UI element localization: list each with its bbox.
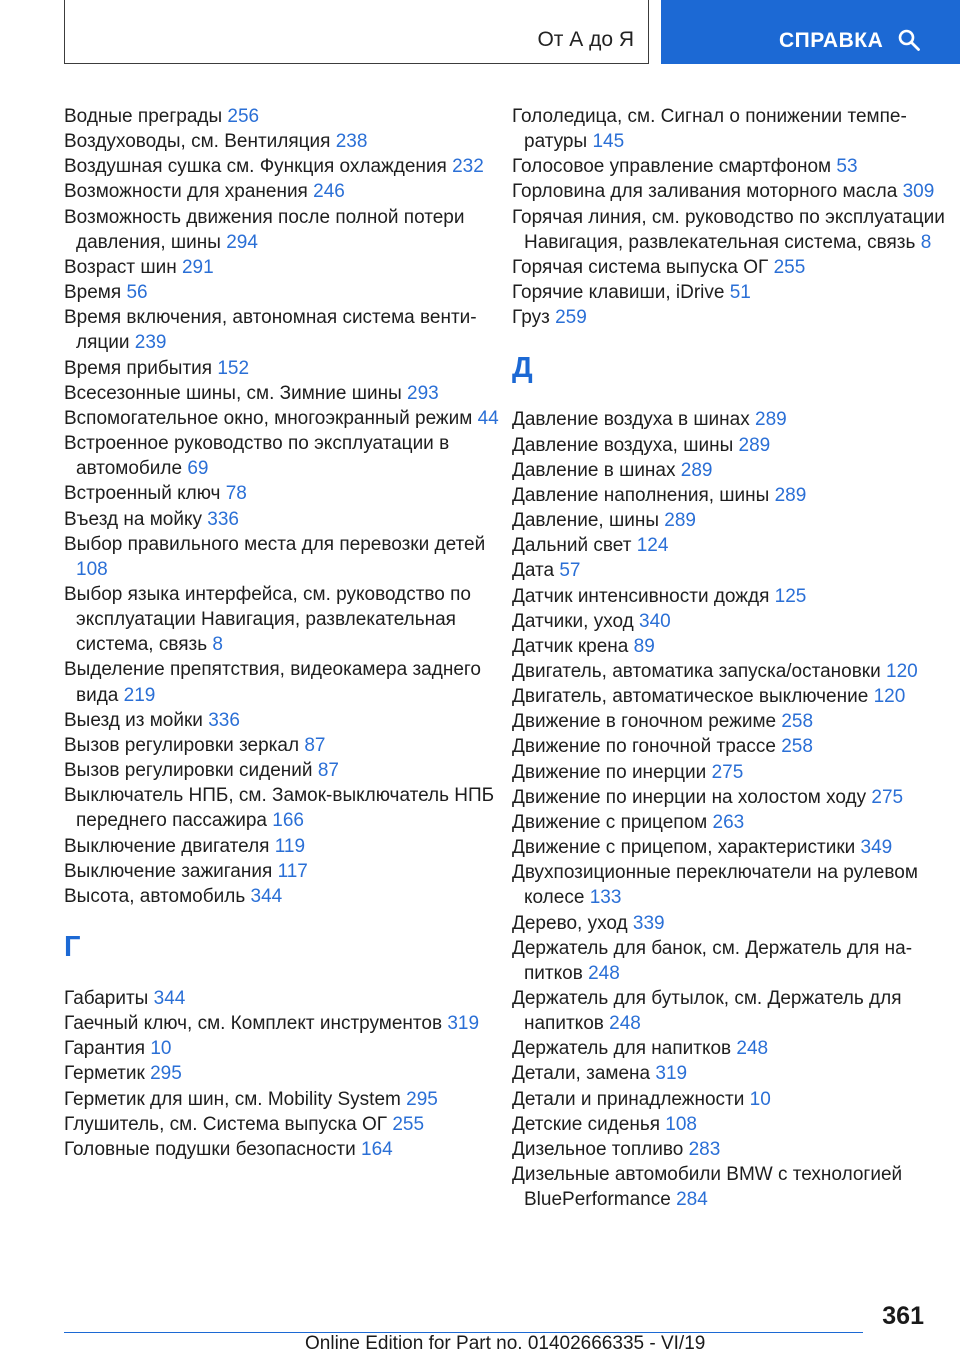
index-entry	[64, 859, 504, 884]
index-entry	[512, 508, 952, 533]
index-entry-text: Детские сиденья	[512, 1113, 661, 1135]
index-entry-page-link[interactable]: 263	[712, 811, 745, 833]
index-entry	[512, 1162, 952, 1212]
index-entry	[64, 582, 504, 657]
index-entry-text: Горячая система выпуска ОГ	[512, 256, 769, 278]
index-entry-page-link[interactable]: 120	[886, 660, 918, 682]
index-entry-text: Движение с прицепом	[512, 811, 708, 833]
index-entry-text: Возможность движения после полной потери давления, шины	[64, 206, 465, 253]
index-entry	[512, 936, 952, 986]
index-entry-text: Время включения, автономная система вентиляции	[64, 307, 477, 354]
index-entry-page-link[interactable]: 295	[150, 1063, 182, 1085]
index-entry-text: Двигатель, автоматика запуска/остановки	[512, 660, 881, 682]
index-entry-page-link[interactable]: 258	[781, 736, 813, 758]
index-entry-page-link[interactable]: 291	[181, 256, 214, 278]
index-entry	[64, 255, 504, 280]
index-entry-text: Гарантия	[64, 1038, 146, 1060]
index-entry-page-link[interactable]: 294	[226, 231, 258, 253]
index-entry	[512, 785, 952, 810]
index-entry-page-link[interactable]: 124	[636, 535, 669, 557]
index-entry-page-link[interactable]: 275	[871, 786, 904, 808]
index-entry-page-link[interactable]: 344	[250, 885, 283, 907]
index-entry-page-link[interactable]: 309	[902, 181, 935, 203]
index-entry-page-link[interactable]: 340	[639, 610, 671, 632]
index-entry-page-link[interactable]: 117	[277, 860, 308, 882]
index-entry	[512, 305, 952, 330]
index-entry-text: Дальний свет	[512, 535, 632, 557]
index-entry	[512, 760, 952, 785]
header-tab-reference[interactable]	[661, 0, 960, 64]
index-entry-text: Воздуховоды, см. Вентиляция	[64, 131, 331, 153]
index-entry-page-link[interactable]: 344	[153, 988, 186, 1009]
index-entry	[64, 1112, 504, 1137]
index-entry-page-link[interactable]: 8	[212, 634, 223, 656]
index-entry-page-link[interactable]: 108	[665, 1113, 697, 1135]
index-entry	[64, 1087, 504, 1112]
header-tab-a-to-z[interactable]	[64, 0, 649, 64]
index-entry-page-link[interactable]: 293	[407, 382, 439, 404]
index-entry-text: Вспомогательное окно, многоэкранный режим	[64, 407, 473, 429]
index-entry	[512, 154, 952, 179]
index-entry-page-link[interactable]: 87	[317, 760, 339, 782]
index-entry	[64, 356, 504, 381]
index-entry-page-link[interactable]: 8	[920, 231, 932, 253]
index-entry-page-link[interactable]: 69	[187, 458, 209, 480]
index-entry-page-link[interactable]: 57	[559, 560, 581, 582]
index-entry-page-link[interactable]: 319	[655, 1063, 688, 1085]
index-entry	[512, 255, 952, 280]
index-entry-page-link[interactable]: 259	[555, 307, 587, 329]
index-entry	[512, 911, 952, 936]
index-entry-text: Двигатель, автоматическое выключение	[512, 686, 869, 708]
index-entry-page-link[interactable]: 133	[589, 887, 622, 909]
index-entry-text: Дизельное топливо	[512, 1138, 684, 1160]
index-entry	[512, 734, 952, 759]
search-icon[interactable]	[897, 28, 921, 52]
index-entry-page-link[interactable]: 248	[588, 962, 620, 984]
index-entry-text: Выключение двигателя	[64, 835, 270, 857]
index-entry-text: Время	[64, 282, 122, 304]
index-entry	[64, 834, 504, 859]
index-entry-text: Движение с прицепом, характеристики	[512, 837, 856, 859]
index-entry-text: Выделение препятствия, видеокамера заднего вида	[64, 659, 481, 706]
index-entry-text: Возраст шин	[64, 256, 177, 278]
header-tab-a-to-z-label: От А до Я	[537, 28, 634, 51]
index-entry-text: Давление воздуха в шинах	[512, 409, 750, 431]
index-entry-page-link[interactable]: 125	[774, 585, 807, 607]
index-entry	[512, 558, 952, 583]
index-entry-text: Датчик крена	[512, 635, 629, 657]
index-entry-page-link[interactable]: 336	[207, 508, 239, 530]
index-section-letter: Г	[64, 931, 81, 963]
index-entry	[512, 609, 952, 634]
index-entry	[512, 1137, 952, 1162]
index-entry-page-link[interactable]: 256	[227, 106, 260, 127]
index-entry-text: Давление, шины	[512, 510, 659, 532]
index-entry-page-link[interactable]: 53	[836, 156, 858, 178]
index-entry-text: Выключение зажигания	[64, 860, 273, 882]
index-entry-text: Вызов регулировки зеркал	[64, 734, 300, 756]
index-entry-text: Движение по инерции на холостом ходу	[512, 786, 867, 808]
index-entry	[512, 483, 952, 508]
index-entry-page-link[interactable]: 289	[738, 434, 771, 456]
index-entry-page-link[interactable]: 166	[272, 810, 304, 832]
index-entry-text: Груз	[512, 307, 550, 329]
index-entry-text: Движение в гоночном режиме	[512, 711, 777, 733]
index-entry-page-link[interactable]: 51	[729, 282, 751, 304]
index-entry	[64, 154, 504, 179]
index-entry	[64, 104, 504, 129]
index-entry	[64, 406, 504, 431]
index-entry	[64, 884, 504, 909]
index-entry	[512, 433, 952, 458]
index-entry-text: Держатель для напитков	[512, 1038, 732, 1060]
index-entry-page-link[interactable]: 339	[632, 912, 665, 934]
index-entry-page-link[interactable]: 239	[134, 332, 167, 354]
index-entry-page-link[interactable]: 349	[860, 837, 893, 859]
index-entry-page-link[interactable]: 219	[123, 684, 156, 706]
index-entry-text: Движение по инерции	[512, 761, 707, 783]
index-entry	[512, 659, 952, 684]
index-entry-text: Датчики, уход	[512, 610, 634, 632]
index-entry-page-link[interactable]: 289	[680, 459, 713, 481]
index-entry-text: Дерево, уход	[512, 912, 628, 934]
index-entry-page-link[interactable]: 248	[736, 1038, 769, 1060]
index-entry-text: Двухпозиционные переключатели на рулевом колесе	[512, 862, 918, 909]
index-entry	[512, 1087, 952, 1112]
index-entry-page-link[interactable]: 289	[774, 484, 807, 506]
index-entry-page-link[interactable]: 56	[126, 282, 148, 304]
index-entry	[64, 280, 504, 305]
index-entry-text: Гаечный ключ, см. Комплект инструментов	[64, 1013, 443, 1035]
index-entry-text: Головные подушки безопасности	[64, 1138, 356, 1160]
header-tab-reference-label: СПРАВКА	[779, 29, 884, 52]
index-entry-page-link[interactable]: 108	[76, 558, 108, 580]
index-entry-text: Встроенный ключ	[64, 483, 221, 505]
index-entry	[512, 835, 952, 860]
index-entry	[512, 205, 952, 255]
index-entry-text: Гололедица, см. Сигнал о понижении температуры	[512, 106, 907, 153]
index-entry-text: Всесезонные шины, см. Зимние шины	[64, 382, 402, 404]
index-entry-text: Герметик	[64, 1063, 145, 1085]
index-entry	[64, 657, 504, 707]
index-entry	[512, 407, 952, 432]
index-column-right	[512, 104, 952, 1212]
index-entry-page-link[interactable]: 258	[781, 711, 814, 733]
index-entry-text: Габариты	[64, 988, 149, 1009]
index-entry-text: Горячие клавиши, iDrive	[512, 282, 725, 304]
index-entry	[512, 533, 952, 558]
index-entry-page-link[interactable]: 232	[452, 156, 484, 178]
index-entry-text: Горловина для заливания моторного масла	[512, 181, 898, 203]
index-entry-page-link[interactable]: 120	[873, 686, 906, 708]
index-entry-page-link[interactable]: 246	[313, 181, 345, 203]
index-entry-page-link[interactable]: 284	[676, 1189, 708, 1211]
index-entry	[64, 507, 504, 532]
index-entry-text: Глушитель, см. Система выпуска ОГ	[64, 1113, 388, 1135]
index-entry	[64, 986, 504, 1011]
index-entry-text: Голосовое управление смартфоном	[512, 156, 832, 178]
index-entry-text: Выезд из мойки	[64, 709, 203, 731]
index-entry	[512, 1061, 952, 1086]
index-entry-text: Встроенное руководство по эксплуатации в автомобиле	[64, 433, 450, 480]
index-entry-page-link[interactable]: 289	[755, 409, 787, 431]
index-entry-text: Водные преграды	[64, 106, 223, 127]
index-entry-page-link[interactable]: 336	[208, 709, 240, 731]
index-entry-text: Датчик интенсивности дождя	[512, 585, 770, 607]
index-entry-page-link[interactable]: 248	[609, 1013, 641, 1035]
index-entry-page-link[interactable]: 10	[150, 1038, 172, 1060]
index-entry-page-link[interactable]: 152	[217, 357, 250, 379]
index-entry-page-link[interactable]: 10	[749, 1088, 771, 1110]
index-section-letter: Д	[512, 352, 533, 385]
index-entry-page-link[interactable]: 238	[335, 131, 368, 153]
index-entry	[64, 783, 504, 833]
index-entry	[64, 708, 504, 733]
index-entry-text: Давление воздуха, шины	[512, 434, 734, 456]
index-entry-page-link[interactable]: 289	[664, 510, 696, 532]
index-entry-text: Давление наполнения, шины	[512, 484, 770, 506]
index-entry	[64, 1011, 504, 1036]
index-entry-text: Герметик для шин, см. Mobility System	[64, 1088, 401, 1110]
index-entry-page-link[interactable]: 87	[304, 734, 326, 756]
index-entry-text: Дизельные автомобили BMW с технологией BluePerformance	[512, 1164, 903, 1211]
index-entry-text: Выбор правильного места для перевозки детей	[64, 533, 486, 555]
index-entry	[64, 305, 504, 355]
index-entry-page-link[interactable]: 119	[274, 835, 306, 857]
index-entry-page-link[interactable]: 319	[447, 1013, 480, 1035]
index-entry	[512, 1036, 952, 1061]
index-entry-page-link[interactable]: 89	[633, 635, 655, 657]
index-entry	[64, 431, 504, 481]
index-entry-text: Детали и принадлежности	[512, 1088, 745, 1110]
index-entry-page-link[interactable]: 44	[477, 407, 499, 429]
index-entry-page-link[interactable]: 145	[592, 131, 625, 153]
index-entry	[512, 810, 952, 835]
index-entry-text: Возможности для хранения	[64, 181, 308, 203]
index-entry-page-link[interactable]: 255	[392, 1113, 425, 1135]
index-entry	[64, 129, 504, 154]
index-entry-text: Въезд на мойку	[64, 508, 202, 530]
index-entry-text: Воздушная сушка см. Функция охлаждения	[64, 156, 447, 178]
index-entry	[64, 733, 504, 758]
index-entry	[512, 709, 952, 734]
index-entry-text: Движение по гоночной трассе	[512, 736, 776, 758]
index-column-left	[64, 104, 504, 1162]
index-entry-text: Высота, автомобиль	[64, 885, 246, 907]
index-entry-page-link[interactable]: 275	[711, 761, 744, 783]
index-entry-text: Детали, замена	[512, 1063, 651, 1085]
index-entry-text: Выключатель НПБ, см. Замок-выключатель НПБ переднего пассажира	[64, 785, 495, 832]
index-entry	[512, 684, 952, 709]
index-entry-page-link[interactable]: 283	[688, 1138, 721, 1160]
footer-edition: Online Edition for Part no. 01402666335 - VI/19	[305, 1333, 706, 1354]
index-entry	[64, 381, 504, 406]
index-entry	[64, 481, 504, 506]
index-entry-text: Вызов регулировки сидений	[64, 760, 313, 782]
index-entry-text: Время прибытия	[64, 357, 213, 379]
index-entry	[64, 1137, 504, 1162]
index-entry	[512, 104, 952, 154]
index-entry	[64, 1036, 504, 1061]
index-entry-text: Давление в шинах	[512, 459, 676, 481]
index-entry	[512, 634, 952, 659]
index-entry-page-link[interactable]: 295	[406, 1088, 438, 1110]
page-number: 361	[882, 1302, 924, 1330]
index-entry-page-link[interactable]: 78	[225, 483, 247, 505]
index-entry	[512, 179, 952, 204]
index-entry-text: Держатель для банок, см. Держатель для напитков	[512, 937, 913, 984]
index-entry	[512, 280, 952, 305]
index-entry	[64, 205, 504, 255]
index-entry	[512, 458, 952, 483]
index-entry	[512, 584, 952, 609]
index-entry	[512, 860, 952, 910]
index-entry	[512, 986, 952, 1036]
index-entry	[512, 1112, 952, 1137]
index-entry-text: Выбор языка интерфейса, см. руководство по эксплуатации Навигация, развлекательная система, связь	[64, 583, 471, 656]
index-entry-text: Держатель для бутылок, см. Держатель для напитков	[512, 988, 902, 1035]
index-entry	[64, 179, 504, 204]
index-entry	[64, 758, 504, 783]
index-entry-text: Дата	[512, 560, 555, 582]
index-entry-page-link[interactable]: 255	[773, 256, 806, 278]
index-entry	[64, 532, 504, 582]
index-entry-text: Горячая линия, см. руководство по эксплуатации Навигация, развлекательная система, связь	[512, 206, 945, 253]
index-entry	[64, 1061, 504, 1086]
index-entry-page-link[interactable]: 164	[361, 1138, 393, 1160]
